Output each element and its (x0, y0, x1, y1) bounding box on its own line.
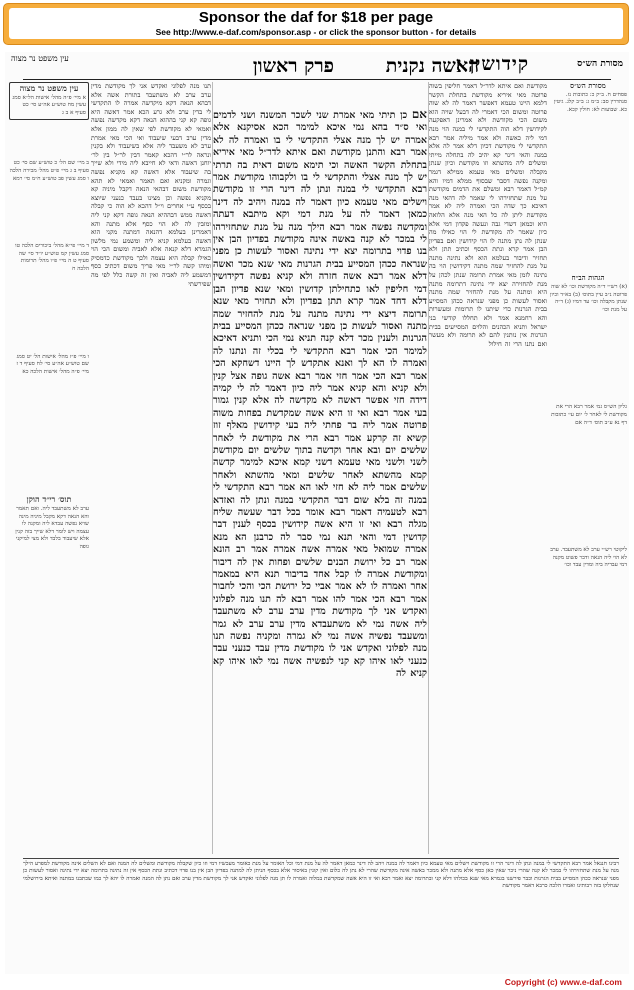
gemara-opening-word: אם (411, 108, 427, 121)
margin-block-text: א מיי׳ פ״ה מהל׳ אישות הל״א סמג עשין מח טוש״ע אה״ע סי׳ כט סעיף א ב ג (12, 94, 86, 116)
margin-block (549, 547, 627, 570)
margin-block (9, 496, 89, 551)
margin-block-text: ב מיי׳ שם הל׳ כ טוש״ע שם סי׳ כט סעיף ב ג מיי׳ פ״ט מהל׳ מכירה הלכה ו סמג עשין פב טוש״ע ח״מ סי׳ רמא (9, 160, 89, 182)
margin-block (549, 404, 627, 427)
margin-block (9, 243, 89, 273)
page-header (5, 52, 629, 80)
margin-block-title: תוס׳ רי״ד הוקן (26, 494, 72, 505)
sponsor-title[interactable]: Sponsor the daf for $18 per page (198, 9, 434, 26)
tosafot-column (91, 82, 211, 854)
margin-block-title: עין משפט נר מצוה (19, 83, 79, 93)
tosafot-text: תנו מנה לפלוני ואקדש אני לך מקודשת מדין ערב ערב לא משתעבד בתורת אשה אלא דבהא הנאה דקא מיקדשה אמרה לו התקדשי לי בדין ערב ולא גרע הכא אמר דאשה היא גופה קא קני בההוא הנאה דקא מקדשה נפשה ואמאי לא מקודשת לפי שאין לה ממון אלא מדין ערב דבעי שיעבוד ואי הכי מאי אמרת ערב לא משעבד ליה אלא בשיעבוד ולא בקנין ונראה לר״י דהכא קאמר דבין לר״ל בין לר׳ יוחנן דאשה ודאי לא חייבא ליה מידי ולא שייך בה שיעבוד אלא דאשה קא מקניא נפשה וגמרה ומקניא ואם תאמר ואמאי לא תהא מקודשת משום דבהאי הנאה דקבל מיניה קא מקניא נפשה וכן מצינו בעבד כנעני שיוצא בכסף ע״י אחרים וי״ל דהכא לא הוה כי קבלה דאשה ממש דבההיא הנאה גופה דקא קני ליה ומזבין לה לא הוי כסף אלא מתנה והא דאמרינן בעלמא דהנאה דמתנה מקני הוא דאשה בעלמא קניא ליה ומשמע נמי מלשון הגמרא דלא קנאה אלא לאביה ומשום הכי הוי כאילו קבלה היא עצמה ולכך מקודשת כדמסיק ומיהו קשה לר״י מאי פריך משום דכתיב כסף דמשמע ליה לאביה ואין זה קשה כלל לפי מה שפירשתי (91, 82, 211, 288)
left-margin-notes (9, 82, 89, 942)
margin-block-text: גליון הש״ס גמ׳ אמר רבא הרי את מקודשת לי לאחר ל׳ יום עי׳ כתובות דף נא ע״ב תוס׳ ד״ה אם (551, 404, 627, 426)
gemara-column (213, 108, 427, 856)
margin-block (549, 82, 627, 114)
header-masechet: האשה נקנית (385, 55, 479, 77)
margin-block (9, 160, 89, 183)
bottom-commentary-text: רבינו חננאל אמר רבא התקדשי לי במנה ונתן לה דינר הרי זו מקודשת וישלים מאי טעמא כיון דאמר לה במנה ויהב לה דינר כמאן דאמר לה על מנת דמי וכל האומר על מנת כאומר מעכשיו דמי וזו כיון שקבלה מקודשת ומשלים לה המנה ואם לא השלים אינה מקודשת למפרע הילך מנה על מנת שתחזירהו לי במכר לא קנה שהרי ניכר שאין כאן כסף אלא מתנה ולא ממכר באשה אינה מקודשת שהרי לא נתן לה כלום ואין קונין באיסור אלא בכסף הניתן לה למתנה בפדיון הבן אין בנו פדוי דכתיב ונתת הכסף אין זה נתינה בתרומה יצא ידי נתינה ואסור לעשות כן מפני שנראה ככהן המסייע בבית הגרנות וכבר פירשנו בגמרא מאי שנא בכולהו דלא קני ובתרומה יצא ואמר רבא ואי זו היא אשה שמקדשת במלוה ואמרה לו תן מנה לפלוני ואקדש אני לך מקודשת מדין ערב ואם נתן לה המנה ואמרה לו יהא לך כמו שכתבנו במתנה ואיתא בירושלמי שנחלקו בזה רבותינו ואמרו הלכה כרבא דאמר מקודשת (23, 861, 619, 890)
margin-block-text: פסחים ח. ב״ק כ: כתובות נז. סנהדרין סב: ב״מ ג: ב״ב קלג. גיטין כא. שבועות לא: חולין קכא. (553, 91, 627, 113)
sponsor-subtitle-link[interactable]: See http://www.e-daf.com/sponsor.asp - or click the sponsor button - for details (155, 27, 477, 37)
rashi-text: מקודשת ואם איתא לדר״ל דאמר חליפין בשוה פרוטה מאי איריא מקודשת בתחלת הקשר דלמא היינו טעמא דאפשר דאמר לה לא שוה פרוטה ומשום הכי דאמרי לה דבעל שויה הוא משום הכי מקודשת ולא אמרינן דאפקעה לקידושין דלא הוה התקדשי לי במנה הוי מנה דמי ליה כאשה ולא אמר מיליה אמר רבא התקדשי לי מקודשת דכיון דלא אמר לה אלא במנה והאי דינר קא יהיב לה בתחלה מייתי ומשלים ליה מהשתא וזו מקודשת וכיון שנתן מקבלה ומשלים מאי טעמא ממילא דגמר ומקנה נפשה דסבר שבסוף ממלא דמיו והא קמ״ל דאמר רבא ומשלם את הדמים מקודשת על מנת שתחזירהו לי שאמר לה דהאי מנה דאיכא כך שדה הכי ואמרה ליה לא אמר מקודשת ליתן לה כל האי מנה אלא הלואה היא וכמאן דשדי גבה ונעשה פקדון דמי אלא כיון שאמר לה מקודשת לי הוי כאילו מה שנתן לה נתן מתנה לו הוי קידושין ואם בפדיון הבן אמר קרא ונתת הכסף וכתיב תתן ולא תחזיר ודיבור בעלמא הוא ולא נתינה מתנה על מנת להחזיר שמה מתנה דקידושין הוי בה נתינה לזמן מאי אמרת תרומה שנתן לכהן על מנת להחזירה יצא ידי נתינה דתרומה מתנה היא ומתנה על מנת להחזיר שמה מתנה ואסור לעשות כן מפני שנראה ככהן המסייע בבית הגרנות כדי שיתנו לו תרומות ומעשרות והא רחמנא אמר ולא תחללו קודשי בני ישראל ותניא הכהנים והלוים המסייעים בבית הגרנות אין נותנין להם לא תרומה ולא מעשר ואם נתנו הרי זה חילול (429, 82, 547, 348)
sponsor-banner[interactable] (3, 3, 629, 45)
margin-block-text: ערב לא משתעבד ליה. ואם תאמר והא הנאה דקא מקבל מיניה מינה שויא נפשה עבדא ליה ומקנה לו עצמה ויש לומר דלא שייך בזה קנין אלא שיעבוד בלבד ולא מצי למיקני גופה (15, 505, 89, 550)
header-left-note: עין משפט נר מצוה (11, 54, 69, 63)
right-margin-notes (549, 82, 627, 902)
margin-block-text: ו מיי׳ פ״ז מהל׳ אישות הל׳ יט סמג שם טוש״ע אה״ע סי׳ לח סעיף ד ז מיי׳ פ״ה מהל׳ אישות הלכה כא (16, 353, 89, 375)
gemara-text: כן תיתי מאי אמרת שני לשכר המשנה ושני לדמים ואי ס״ד בהא נמי איכא למימר הכא אסיקנא אלא אמרה יש לך מנה אצלי התקדשי לי בו ואמרה לה לא אמר רבא והתנן מקודשת ואם איתא לדר״ל מאי איריא בתחלת הקשר האשה וכי תימא משום דאית בה תרתי יש לך מנה אצלי והתקדשי לי בו ולקבוהו מקודשת אמר רבא התקדשי לי במנה ונתן לה דינר הרי זו מקודשת וישלים מאי טעמא כיון דאמר לה במנה ויהיב לה דינר כמאן דאמר לה על מנת דמי וקא מיתבא דעתה ומקדשה נפשה אמר רבא הילך מנה על מנת שתחזירהו לי במכר לא קנה באשה אינה מקודשת בפדיון הבן אין בנו פדוי בתרומה יצא ידי נתינה ואסור לעשות כן מפני שנראה ככהן המסייע בבית הגרנות מאי שנא מכר ואשה דלא אמר רבא אשה חזרה ולא קניא נפשה דקידושין דמי חליפין לאו כתחילתן קדושין ומאי שנא פדיון הבן דלא דחד אמר קרא תתן בפדיון ולא תחזיר מאי שנא תרומה דיצא ידי נתינה מתנה על מנת להחזיר שמה מתנה ואסור לעשות כן מפני שנראה ככהן המסייע בבית הגרנות ולענין מכר דלא קנה תניא נמי הכי ותניא דאיכא למימר הכי אמר רבא התקדשי לי בכלי זה ונתנו לה ואמרה לו הא לך ואנא אתקדש לך היינו דשחקא הכי אמר רבא הכי אמר חזי אמר רבא אשה גופה אצל קנין ולא קניא והא קניא אמר ליה כיון דאמר לה לי קמיה דידה חזי אפשר דאשה לא מקדשה לה אלא קנין גמור בעי אמר רבא ואי זו היא אשה שמקדשת בפחות משוה פרוטה אמר ליה בר פחתי ליה בעי קידושין מאלף זוז קשיא זה קרקע אמר רבא הרי את מקודשת לי לאחר שלשים יום ובא אחר וקדשה בתוך שלשים יום מקודשת לשני ולשני מאי טעמא דשני קמא איכא למימר קדשה קמא מהשתא לאחר שלשים ומאי מהשתא ולאחר שלשים אמר ליה לא חזי לאו הא אמר רבא התקדשי לי במנה זה בלא שום דבר התקדשי במנה ונתן לה ואזדא רבא לטעמיה דאמר רבא אומר בכל דבר שעשה שליח מגלה רבא ואי זו היא אשה קידושין בכסף לענין דבר קדושין דמי והאי תנא נמי סבר לה כרבנן הא מנא אמרה שמואל מאי אמרה אשה אמרה אמר רב הונא אמר רב כל ירושת הבנים שלשים ופחות אין לה דיבור ומקודשת אמרה לו קבל אחד בדיבור תנא היא במאמר אחר ואמרה לו לא אמר אביי כל ירושת הכי והכי לחבור אמר רבא הכי אמר להו אמר רבא לה תנו מנה לפלוני ואקדש אני לך מקודשת מדין ערב ערב לא משתעבד ליה אשה נמי לא משתעבדא מדין ערב ערב לא גמר ומשעבד נפשיה אשה נמי לא גמרה ומקניה נפשה תנו מנה לפלוני ואקדש אני לו מקודשת מדין עבד כנעני עבד כנעני לאו איהו קא קני לנפשיה אשה נמי לאו איהו קא קניא לה (213, 110, 427, 680)
talmud-page (5, 52, 629, 974)
margin-block (9, 354, 89, 377)
header-page-label: מסורת הש״ס (577, 59, 623, 69)
header-perek: פרק ראשון (252, 55, 334, 77)
margin-block-title: הגהות הב״ח (571, 273, 605, 283)
header-divider (23, 79, 611, 80)
margin-block (9, 82, 89, 120)
rashi-column (429, 82, 547, 854)
sponsor-banner-inner[interactable] (9, 8, 623, 39)
bottom-commentary (23, 858, 619, 969)
margin-block-title: מסורת הש״ס (570, 82, 606, 90)
header-folio: קידושין ז (455, 53, 529, 75)
copyright-link[interactable]: Copyright (c) www.e-daf.com (504, 977, 622, 987)
margin-block-text: (א) רש״י ד״ה מקודשת וכו׳ לא שוה פרוטה נ״ב עיין בתוס׳ (ב) בא״ד וכיון שנתן מקבלה וכו׳ עד דמיו (ג) ד״ה על מנת וכו׳ (550, 283, 627, 313)
margin-block (549, 274, 627, 314)
margin-block-text: ד מיי׳ פי״א מהל׳ ביכורים הלכה טו סמג עשין קמ טוש״ע יו״ד סי׳ שה סעיף ט ה מיי׳ פ״ו מהל׳ תרומות הלכה ח (15, 243, 89, 272)
margin-block-text: ליקוטי רש״י ערב לא משתעבד. ערב לא הוי ליה הנאה ודבר פשוט מקנה דמי עבדיה ביה ומדין עבד וכו׳ (550, 547, 627, 569)
